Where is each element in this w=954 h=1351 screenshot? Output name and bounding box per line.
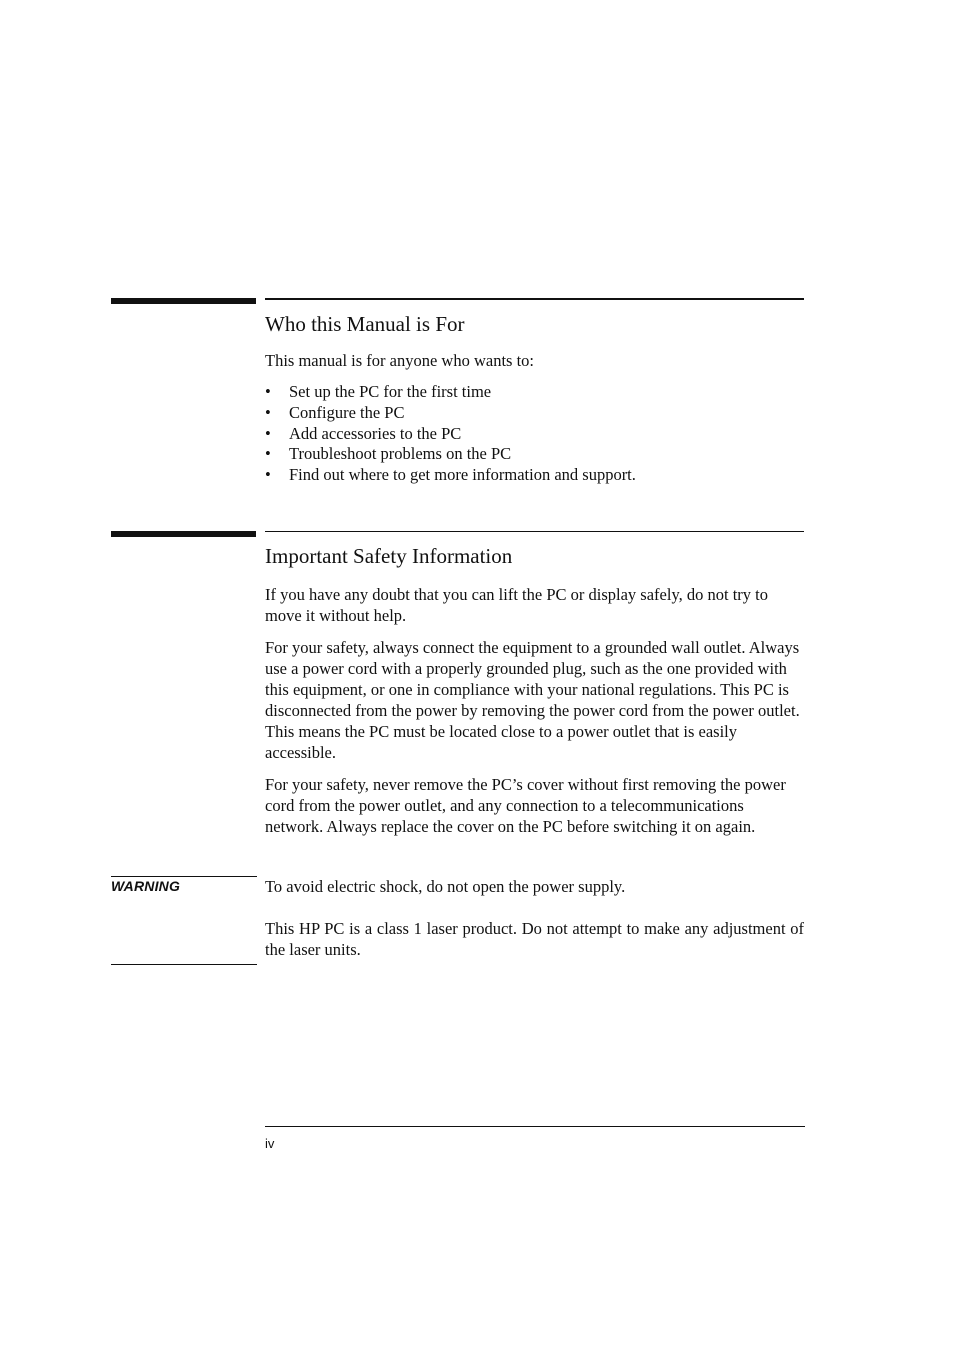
section-bar-who-manual-for	[111, 298, 256, 304]
list-item	[265, 424, 805, 445]
list-item-text: Troubleshoot problems on the PC	[289, 444, 512, 464]
bullet-icon: •	[265, 444, 271, 464]
safety-paragraph-3: For your safety, never remove the PC’s cover without first removing the power cord from the power outlet, and any connection to a telecommunications network. Always replace the cover on the PC before switching it on again.	[265, 775, 786, 836]
warning-top-rule	[111, 876, 257, 877]
warning-text-laser: This HP PC is a class 1 laser product. Do not attempt to make any adjustment of the laser units.	[265, 919, 804, 959]
page-number: iv	[265, 1136, 275, 1151]
list-item	[265, 444, 805, 465]
warning-label: WARNING	[111, 878, 181, 894]
section-rule-who-manual-for	[265, 298, 804, 300]
warning-bottom-rule	[111, 964, 257, 965]
bullet-icon: •	[265, 382, 271, 401]
section-intro: This manual is for anyone who wants to:	[265, 351, 534, 370]
bullet-icon: •	[265, 465, 271, 485]
section-title: Important Safety Information	[265, 544, 513, 568]
footer-rule	[265, 1126, 805, 1127]
list-item-text: Configure the PC	[289, 402, 405, 422]
safety-paragraph-1: If you have any doubt that you can lift the PC or display safely, do not try to move it without help.	[265, 585, 769, 625]
section-title: Who this Manual is For	[265, 312, 465, 336]
safety-paragraph-2: For your safety, always connect the equipment to a grounded wall outlet. Always use a power cord with a properly grounded plug, such as the one provided with this equipment, or one in compliance with your national regulations. This PC is disconnected from the power by removing the power cord from the power outlet. This means the PC must be located close to a power outlet that is easily accessible.	[265, 638, 800, 762]
section-who-manual-for	[265, 311, 805, 486]
list-item	[265, 382, 805, 403]
list-item-text: Set up the PC for the first time	[289, 382, 492, 401]
list-item	[265, 403, 805, 424]
bullet-icon: •	[265, 402, 271, 422]
audience-list	[265, 382, 805, 486]
warning-text-shock: To avoid electric shock, do not open the power supply.	[265, 877, 626, 896]
section-bar-safety	[111, 531, 256, 537]
section-rule-safety	[265, 531, 804, 532]
section-safety	[265, 543, 805, 837]
list-item	[265, 465, 805, 486]
list-item-text: Add accessories to the PC	[289, 423, 462, 443]
list-item-text: Find out where to get more information and support.	[289, 465, 636, 485]
bullet-icon: •	[265, 423, 271, 443]
